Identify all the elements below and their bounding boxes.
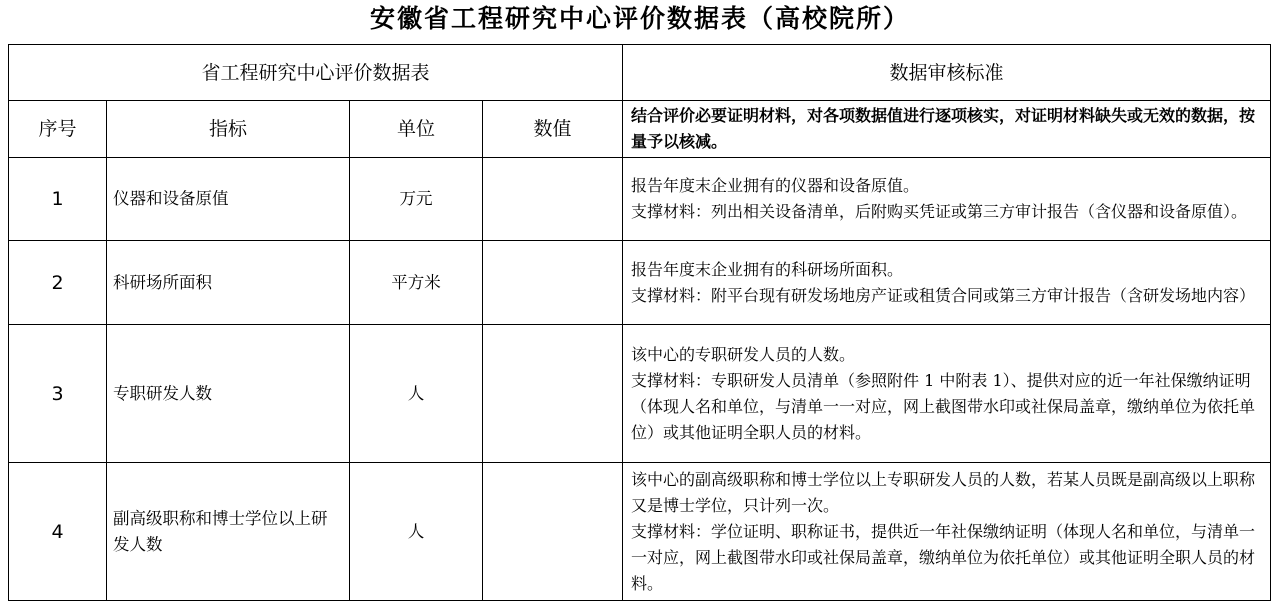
evaluation-table	[8, 44, 1271, 601]
row-indicator: 仪器和设备原值	[107, 158, 350, 241]
standard-materials: 支撑材料：专职研发人员清单（参照附件 1 中附表 1）、提供对应的近一年社保缴纳证明（体现人名和单位，与清单一一对应，网上截图带水印或社保局盖章，缴纳单位为依托单位）或其他证明全职人员的材料。	[631, 370, 1256, 442]
table-row	[9, 325, 1271, 463]
row-indicator: 副高级职称和博士学位以上研发人数	[107, 463, 350, 601]
col-header-unit: 单位	[350, 101, 483, 158]
row-standard	[623, 463, 1271, 601]
standard-materials: 支撑材料：附平台现有研发场地房产证或租赁合同或第三方审计报告（含研发场地内容）	[631, 285, 1256, 305]
row-no: 3	[9, 325, 107, 463]
col-header-indicator: 指标	[107, 101, 350, 158]
row-indicator: 科研场所面积	[107, 241, 350, 325]
col-header-no: 序号	[9, 101, 107, 158]
standard-materials: 支撑材料：列出相关设备清单，后附购买凭证或第三方审计报告（含仪器和设备原值）。	[631, 202, 1248, 221]
table-row	[9, 241, 1271, 325]
audit-note: 结合评价必要证明材料，对各项数据值进行逐项核实，对证明材料缺失或无效的数据，按量予以核减。	[623, 101, 1271, 158]
row-unit: 万元	[350, 158, 483, 241]
row-no: 1	[9, 158, 107, 241]
header-left-group: 省工程研究中心评价数据表	[9, 45, 623, 101]
row-unit: 平方米	[350, 241, 483, 325]
table-row	[9, 158, 1271, 241]
row-unit: 人	[350, 325, 483, 463]
row-unit: 人	[350, 463, 483, 601]
standard-definition: 该中心的副高级职称和博士学位以上专职研发人员的人数，若某人员既是副高级以上职称又是博士学位，只计列一次。	[631, 469, 1256, 515]
row-indicator: 专职研发人数	[107, 325, 350, 463]
header-right-group: 数据审核标准	[623, 45, 1271, 101]
row-value[interactable]	[483, 463, 623, 601]
header-column-row	[9, 101, 1271, 158]
row-no: 2	[9, 241, 107, 325]
standard-definition: 报告年度末企业拥有的仪器和设备原值。	[631, 176, 920, 195]
row-standard	[623, 325, 1271, 463]
standard-materials: 支撑材料：学位证明、职称证书，提供近一年社保缴纳证明（体现人名和单位，与清单一一对应，网上截图带水印或社保局盖章，缴纳单位为依托单位）或其他证明全职人员的材料。	[631, 521, 1256, 593]
table-row	[9, 463, 1271, 601]
page-title: 安徽省工程研究中心评价数据表（高校院所）	[369, 4, 910, 33]
header-group-row	[9, 45, 1271, 101]
row-no: 4	[9, 463, 107, 601]
standard-definition: 报告年度末企业拥有的科研场所面积。	[631, 259, 904, 279]
row-value[interactable]	[483, 241, 623, 325]
row-standard	[623, 241, 1271, 325]
row-value[interactable]	[483, 325, 623, 463]
row-value[interactable]	[483, 158, 623, 241]
col-header-value: 数值	[483, 101, 623, 158]
standard-definition: 该中心的专职研发人员的人数。	[631, 344, 856, 364]
row-standard	[623, 158, 1271, 241]
